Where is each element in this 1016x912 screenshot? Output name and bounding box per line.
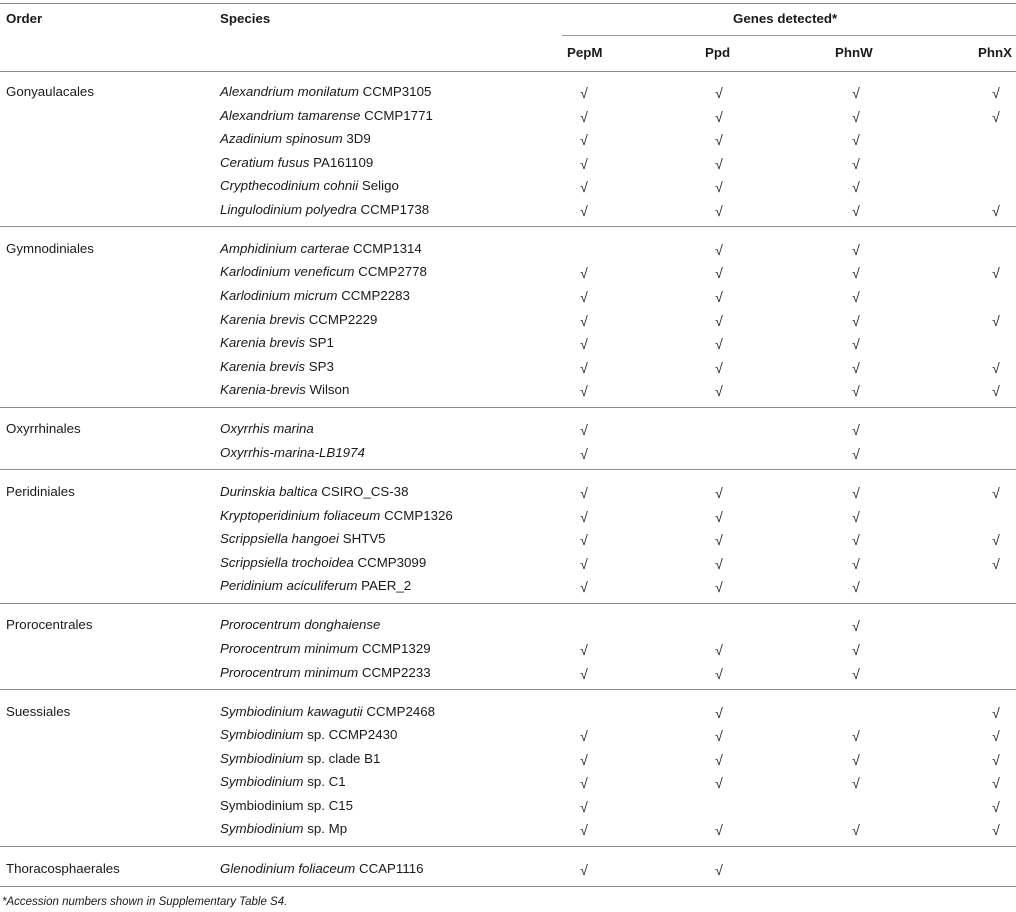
table-bottom-rule <box>0 886 1016 887</box>
species-genus: Symbiodinium <box>220 727 304 743</box>
species-genus: Ceratium fusus <box>220 154 310 170</box>
species-cell <box>220 421 314 437</box>
check-mark-phnx: √ <box>992 775 1000 792</box>
check-mark-phnw: √ <box>852 775 860 792</box>
check-mark-phnw: √ <box>852 665 860 682</box>
check-mark-phnx: √ <box>992 383 1000 400</box>
species-genus: Crypthecodinium cohnii <box>220 178 359 194</box>
check-mark-ppd: √ <box>715 336 723 353</box>
check-mark-pepm: √ <box>580 822 588 839</box>
check-mark-phnw: √ <box>852 728 860 745</box>
order-label: Suessiales <box>6 703 71 719</box>
order-label: Prorocentrales <box>6 617 93 633</box>
header-gene-pepm: PepM <box>567 45 603 60</box>
check-mark-ppd: √ <box>715 312 723 329</box>
check-mark-phnx: √ <box>992 751 1000 768</box>
group-divider <box>0 469 1016 470</box>
species-genus: Scrippsiella hangoei <box>220 531 340 547</box>
species-cell <box>220 241 422 257</box>
check-mark-ppd: √ <box>715 179 723 196</box>
check-mark-ppd: √ <box>715 132 723 149</box>
species-genus: Karenia brevis <box>220 311 305 327</box>
species-genus: Symbiodinium <box>220 821 304 837</box>
check-mark-pepm: √ <box>580 265 588 282</box>
species-genus: Karenia brevis <box>220 335 305 351</box>
species-genus: Lingulodinium polyedra <box>220 201 357 217</box>
species-cell <box>220 108 433 124</box>
check-mark-pepm: √ <box>580 579 588 596</box>
species-cell <box>220 359 334 375</box>
check-mark-phnw: √ <box>852 108 860 125</box>
species-cell <box>220 335 334 351</box>
species-strain: SHTV5 <box>342 531 386 547</box>
species-strain: CCMP1329 <box>361 640 431 656</box>
species-strain: CCMP1314 <box>353 240 422 256</box>
check-mark-phnw: √ <box>852 336 860 353</box>
check-mark-ppd: √ <box>715 155 723 172</box>
check-mark-phnx: √ <box>992 704 1000 721</box>
species-strain: CSIRO_CS-38 <box>321 484 409 500</box>
check-mark-phnx: √ <box>992 202 1000 219</box>
check-mark-phnw: √ <box>852 155 860 172</box>
check-mark-phnw: √ <box>852 751 860 768</box>
check-mark-pepm: √ <box>580 751 588 768</box>
species-genus: Scrippsiella trochoidea <box>220 554 354 570</box>
species-genus: Karlodinium veneficum <box>220 264 355 280</box>
check-mark-ppd: √ <box>715 85 723 101</box>
check-mark-phnx: √ <box>992 265 1000 282</box>
species-cell <box>220 131 371 147</box>
check-mark-phnw: √ <box>852 579 860 596</box>
check-mark-pepm: √ <box>580 665 588 682</box>
species-cell <box>220 382 349 398</box>
species-strain: CCAP1116 <box>358 860 424 876</box>
check-mark-pepm: √ <box>580 202 588 219</box>
species-strain: PA161109 <box>313 154 374 170</box>
check-mark-pepm: √ <box>580 798 588 815</box>
species-cell <box>220 617 380 633</box>
check-mark-phnw: √ <box>852 508 860 525</box>
genes-subheader-rule <box>562 35 1016 36</box>
species-genus: Karlodinium micrum <box>220 288 338 303</box>
check-mark-pepm: √ <box>580 155 588 172</box>
check-mark-pepm: √ <box>580 108 588 125</box>
species-cell <box>220 555 426 571</box>
check-mark-phnw: √ <box>852 359 860 376</box>
group-divider <box>0 603 1016 604</box>
species-strain: sp. C1 <box>307 774 346 790</box>
check-mark-pepm: √ <box>580 641 588 658</box>
check-mark-phnx: √ <box>992 85 1000 101</box>
species-genus: Karenia-brevis <box>220 382 306 398</box>
top-rule <box>0 3 1016 4</box>
species-strain: CCMP3105 <box>362 84 432 99</box>
check-mark-phnw: √ <box>852 641 860 658</box>
check-mark-phnw: √ <box>852 822 860 839</box>
check-mark-phnw: √ <box>852 445 860 462</box>
species-strain: CCMP2233 <box>361 664 431 680</box>
species-genus: Peridinium aciculiferum <box>220 578 358 594</box>
check-mark-pepm: √ <box>580 289 588 305</box>
species-cell <box>220 665 431 681</box>
species-strain: Symbiodinium sp. C15 <box>220 797 354 813</box>
check-mark-ppd: √ <box>715 822 723 839</box>
check-mark-phnx: √ <box>992 822 1000 839</box>
species-cell <box>220 861 424 877</box>
check-mark-ppd: √ <box>715 751 723 768</box>
check-mark-ppd: √ <box>715 704 723 721</box>
species-strain: CCMP1738 <box>360 201 430 217</box>
species-cell <box>220 508 453 524</box>
species-cell <box>220 751 380 767</box>
species-genus: Alexandrium tamarense <box>220 107 361 123</box>
check-mark-ppd: √ <box>715 485 723 502</box>
check-mark-phnw: √ <box>852 289 860 305</box>
species-strain: CCMP1771 <box>364 107 433 123</box>
group-divider <box>0 226 1016 227</box>
species-cell <box>220 727 397 743</box>
species-cell <box>220 704 435 720</box>
check-mark-pepm: √ <box>580 508 588 525</box>
check-mark-ppd: √ <box>715 775 723 792</box>
species-cell <box>220 484 408 500</box>
check-mark-phnx: √ <box>992 532 1000 549</box>
check-mark-pepm: √ <box>580 555 588 572</box>
order-label: Gonyaulacales <box>6 84 94 99</box>
species-strain: CCMP2778 <box>358 264 427 280</box>
species-strain: sp. CCMP2430 <box>307 727 398 743</box>
header-gene-phnw: PhnW <box>835 45 873 60</box>
species-cell <box>220 178 399 194</box>
order-label: Thoracosphaerales <box>6 860 120 876</box>
species-genus: Durinskia baltica <box>220 484 318 500</box>
species-cell <box>220 821 347 837</box>
check-mark-pepm: √ <box>580 775 588 792</box>
check-mark-pepm: √ <box>580 445 588 462</box>
species-strain: Seligo <box>361 178 399 194</box>
check-mark-pepm: √ <box>580 312 588 329</box>
species-genus: Oxyrrhis marina <box>220 421 314 437</box>
species-strain: PAER_2 <box>361 578 412 594</box>
check-mark-ppd: √ <box>715 241 723 258</box>
check-mark-pepm: √ <box>580 532 588 549</box>
check-mark-pepm: √ <box>580 179 588 196</box>
header-genes-detected: Genes detected* <box>733 11 838 26</box>
check-mark-phnx: √ <box>992 555 1000 572</box>
species-cell <box>220 264 427 280</box>
check-mark-ppd: √ <box>715 641 723 658</box>
check-mark-ppd: √ <box>715 202 723 219</box>
species-strain: 3D9 <box>346 131 371 147</box>
species-genus: Prorocentrum minimum <box>220 664 359 680</box>
group-divider <box>0 689 1016 690</box>
species-genus: Prorocentrum minimum <box>220 640 359 656</box>
check-mark-phnw: √ <box>852 85 860 101</box>
species-cell <box>220 84 431 100</box>
species-strain: SP1 <box>308 335 334 351</box>
species-genus: Karenia brevis <box>220 358 305 374</box>
species-genus: Symbiodinium kawagutii <box>220 703 363 719</box>
species-strain: CCMP2283 <box>341 288 410 303</box>
header-order: Order <box>6 11 43 26</box>
species-genus: Symbiodinium <box>220 774 304 790</box>
check-mark-ppd: √ <box>715 289 723 305</box>
check-mark-pepm: √ <box>580 728 588 745</box>
species-cell <box>220 288 410 304</box>
species-genus: Prorocentrum donghaiense <box>220 617 381 633</box>
check-mark-pepm: √ <box>580 359 588 376</box>
order-label: Peridiniales <box>6 484 75 500</box>
species-cell <box>220 641 431 657</box>
species-cell <box>220 312 377 328</box>
check-mark-phnw: √ <box>852 618 860 635</box>
species-cell <box>220 155 373 171</box>
check-mark-pepm: √ <box>580 861 588 878</box>
species-cell <box>220 445 365 461</box>
species-genus: Azadinium spinosum <box>220 131 343 147</box>
species-strain: CCMP3099 <box>357 554 427 570</box>
check-mark-phnw: √ <box>852 202 860 219</box>
order-label: Oxyrrhinales <box>6 421 81 437</box>
header-gene-ppd: Ppd <box>705 45 731 60</box>
check-mark-phnw: √ <box>852 265 860 282</box>
species-genus: Symbiodinium <box>220 750 304 766</box>
species-cell <box>220 578 411 594</box>
order-label: Gymnodiniales <box>6 240 94 256</box>
species-strain: CCMP2229 <box>308 311 378 327</box>
check-mark-phnx: √ <box>992 108 1000 125</box>
check-mark-phnw: √ <box>852 485 860 502</box>
species-strain: sp. Mp <box>307 821 348 837</box>
check-mark-ppd: √ <box>715 579 723 596</box>
check-mark-phnw: √ <box>852 132 860 149</box>
header-gene-phnx: PhnX <box>978 45 1012 60</box>
check-mark-phnw: √ <box>852 312 860 329</box>
species-strain: Wilson <box>309 382 350 398</box>
species-cell <box>220 798 353 814</box>
check-mark-ppd: √ <box>715 359 723 376</box>
species-strain: CCMP2468 <box>366 703 436 719</box>
group-divider <box>0 846 1016 847</box>
check-mark-pepm: √ <box>580 85 588 101</box>
check-mark-pepm: √ <box>580 132 588 149</box>
check-mark-pepm: √ <box>580 422 588 439</box>
species-cell <box>220 202 429 218</box>
check-mark-phnw: √ <box>852 241 860 258</box>
check-mark-ppd: √ <box>715 108 723 125</box>
check-mark-pepm: √ <box>580 383 588 400</box>
species-strain: CCMP1326 <box>384 507 453 523</box>
species-genus: Kryptoperidinium foliaceum <box>220 507 381 523</box>
table-footnote: *Accession numbers shown in Supplementary Table S4. <box>2 896 288 908</box>
check-mark-ppd: √ <box>715 532 723 549</box>
species-cell <box>220 774 346 790</box>
check-mark-phnw: √ <box>852 422 860 439</box>
check-mark-ppd: √ <box>715 265 723 282</box>
species-genus: Amphidinium carterae <box>220 240 350 256</box>
check-mark-phnw: √ <box>852 532 860 549</box>
check-mark-ppd: √ <box>715 728 723 745</box>
species-strain: SP3 <box>308 358 334 374</box>
species-strain: sp. clade B1 <box>307 750 381 766</box>
check-mark-ppd: √ <box>715 861 723 878</box>
check-mark-ppd: √ <box>715 665 723 682</box>
check-mark-phnw: √ <box>852 383 860 400</box>
check-mark-phnw: √ <box>852 179 860 196</box>
species-cell <box>220 531 386 547</box>
group-divider <box>0 407 1016 408</box>
check-mark-phnx: √ <box>992 798 1000 815</box>
species-genus: Glenodinium foliaceum <box>220 860 356 876</box>
check-mark-phnx: √ <box>992 312 1000 329</box>
check-mark-ppd: √ <box>715 508 723 525</box>
check-mark-phnx: √ <box>992 728 1000 745</box>
header-species: Species <box>220 11 271 26</box>
check-mark-phnw: √ <box>852 555 860 572</box>
check-mark-pepm: √ <box>580 336 588 353</box>
check-mark-ppd: √ <box>715 555 723 572</box>
check-mark-phnx: √ <box>992 359 1000 376</box>
check-mark-ppd: √ <box>715 383 723 400</box>
check-mark-phnx: √ <box>992 485 1000 502</box>
species-genus: Alexandrium monilatum <box>220 84 359 99</box>
check-mark-pepm: √ <box>580 485 588 502</box>
species-genus: Oxyrrhis-marina-LB1974 <box>220 444 365 460</box>
header-bottom-rule <box>0 71 1016 72</box>
